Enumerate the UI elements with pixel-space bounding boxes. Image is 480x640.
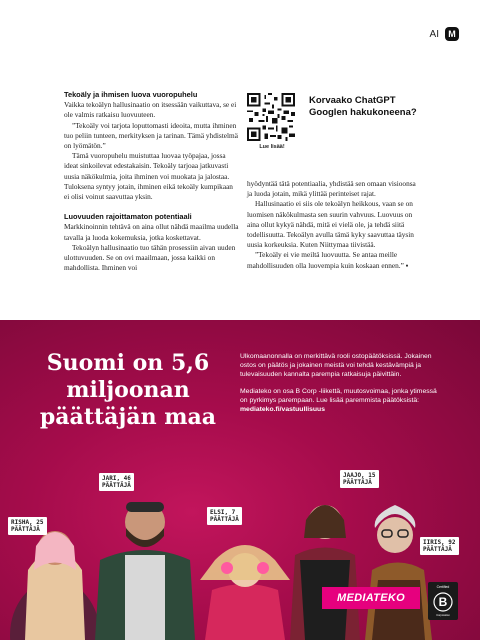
paragraph: Vaikka tekoälyn hallusinaatio on itsessään vaikuttava, se ei ole valmis ratkaisu luovuuteen. xyxy=(64,100,237,120)
paragraph: Tämä vuoropuhelu muistuttaa luovaa työpajaa, jossa ideat sinkoilevat edestakaisin. Tekoäly tarjoaa jatkuvasti uusia näkökulmia, joita ihminen voi muokata ja jalostaa. Tuloksena syntyy jotain, ihminen eikä tekoäly kumpikaan ei olisi voinut saavuttaa yksin. xyxy=(64,151,233,202)
quote-paragraph: ”Tekoäly ei vie meiltä luovuutta. Se antaa meille mahdollisuuden olla luovempia kuin koskaan ennen.” ▪ xyxy=(247,250,409,270)
paragraph: hyödyntää tätä potentiaalia, yhdistää sen omaan visioonsa ja luoda jotain, mikä ylittää perinteiset rajat. xyxy=(247,179,416,199)
person-elsi xyxy=(200,545,290,640)
qr-block xyxy=(247,93,297,150)
section-badge xyxy=(430,27,459,41)
article-column-right xyxy=(247,179,422,271)
ad-headline: Suomi on 5,6 miljoonan päättäjän maa xyxy=(39,350,217,430)
quote-paragraph: ”Tekoäly voi tarjota loputtomasti ideoita, mutta ihminen tuo peliin tunteen, merkityksen ja tarinan. Tämä yhdistelmä on lyömätön.” xyxy=(64,120,238,151)
qr-caption: Lue lisää! xyxy=(259,144,285,150)
ad-body xyxy=(240,352,445,422)
article-column-left xyxy=(64,90,239,273)
tag-jaajo: JAAJO, 15 PÄÄTTÄJÄ xyxy=(340,470,379,488)
bcorp-icon xyxy=(428,582,458,620)
section-label: AI xyxy=(429,28,439,40)
mediateko-logo[interactable]: MEDIATEKO xyxy=(322,587,420,609)
person-jaajo xyxy=(290,505,360,640)
tag-jari: JARI, 46 PÄÄTTÄJÄ xyxy=(99,473,134,491)
tag-iiris: IIRIS, 92 PÄÄTTÄJÄ xyxy=(420,537,459,555)
tag-risha: RISHA, 25 PÄÄTTÄJÄ xyxy=(8,517,47,535)
section-heading: Luovuuden rajoittamaton potentiaali xyxy=(64,212,192,222)
ad-paragraph: Mediateko on osa B Corp -liikettä, muutosvoimaa, jonka ytimessä on pyrkimys parempaan. Lue lisää paremmista päätöksistä: mediateko.fi/vastuullisuus xyxy=(240,388,437,413)
ad-paragraph: Ulkomaanonnalla on merkittävä rooli ostopäätöksissä. Jokainen ostos on päätös ja jokainen meistä voi tehdä kestävämpiä ja tulevaisuuden kannalta parempia ratkaisuja päivittäin. xyxy=(240,353,432,378)
paragraph: Tekoälyn hallusinaatio tuo tähän prosessiin aivan uuden ulottuvuuden. Se on ovi maailmaan, jossa kaikki on mahdollista. Ihminen voi xyxy=(64,242,236,273)
person-jari xyxy=(95,502,195,640)
person-risha xyxy=(10,531,100,640)
bcorp-badge xyxy=(428,582,458,620)
svg-text:Corporation: Corporation xyxy=(436,614,450,617)
tag-elsi: ELSI, 7 PÄÄTTÄJÄ xyxy=(207,507,242,525)
brand-icon: M xyxy=(445,27,459,41)
section-heading: Tekoäly ja ihmisen luova vuoropuhelu xyxy=(64,90,198,99)
svg-text:Certified: Certified xyxy=(436,585,450,589)
mediateko-advertisement[interactable] xyxy=(0,320,480,640)
people-illustration xyxy=(0,460,480,640)
promo-headline[interactable]: Korvaako ChatGPT Googlen hakukoneena? xyxy=(309,95,417,118)
ad-link[interactable]: mediateko.fi/vastuullisuus xyxy=(240,406,325,413)
svg-text:B: B xyxy=(438,595,448,609)
paragraph: Markkinoinnin tehtävä on aina ollut nähdä maailma uudella tavalla ja luoda kokemuksia, jotka koskettavat. xyxy=(64,222,239,242)
paragraph: Hallusinaatio ei siis ole tekoälyn heikkous, vaan se on luomisen näkökulmasta sen suurin vahvuus. Luovuus on aina ollut kykyä nähdä, mitä ei vielä ole, ja tehdä siitä todellisuutta. Tekoälyn avulla tämä kyky saavuttaa täysin uusia korkeuksia. Kuten Niittymaa tiivistää. xyxy=(247,199,414,250)
person-iiris xyxy=(365,505,432,640)
qr-code-icon[interactable] xyxy=(247,93,295,141)
